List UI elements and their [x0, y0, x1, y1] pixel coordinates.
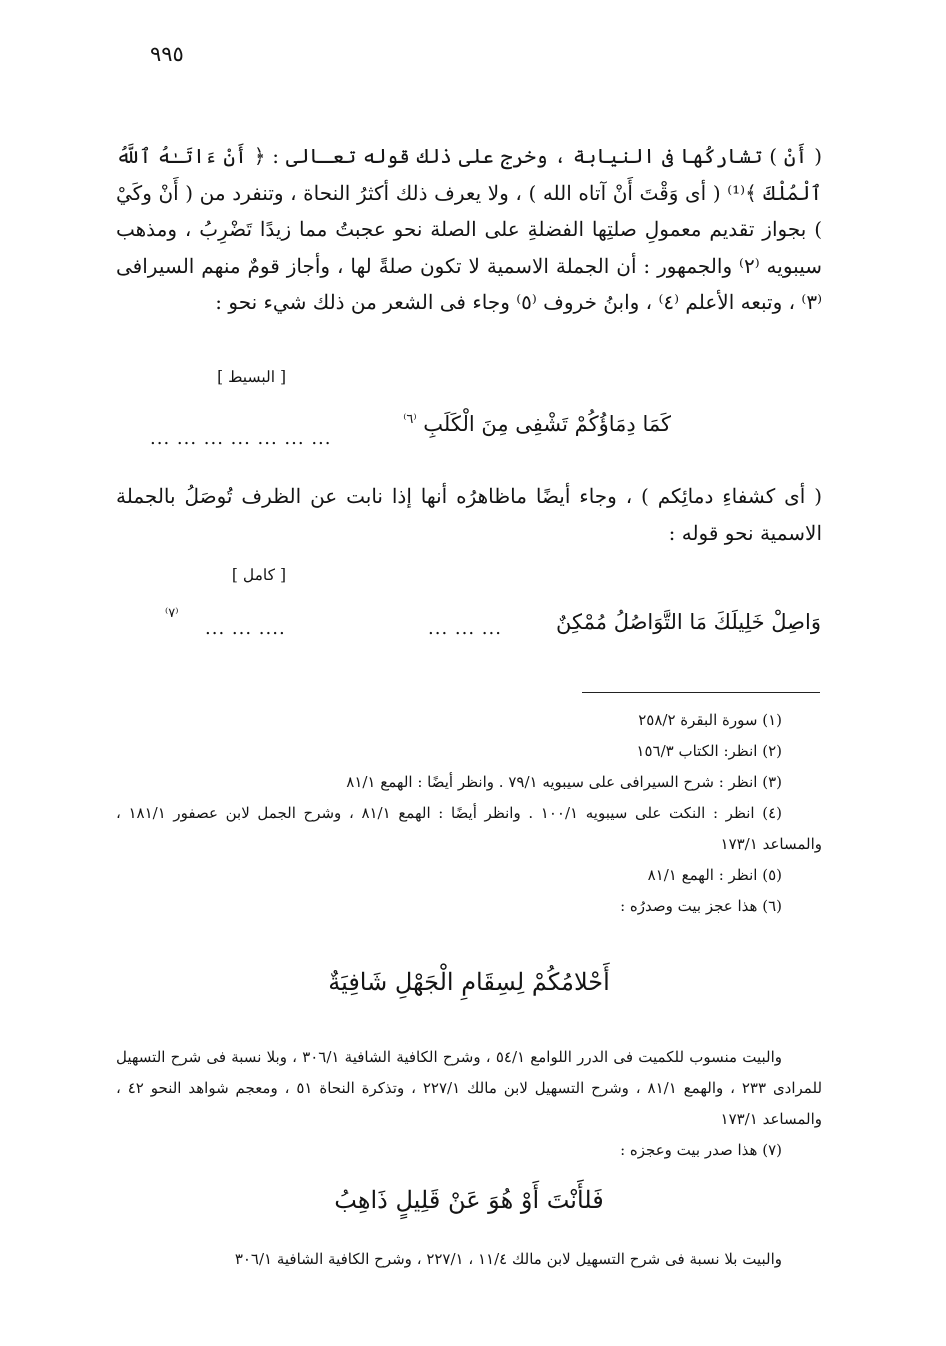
footnote-6-note: والبيت منسوب للكميت فى الدرر اللوامع ٥٤/١ ، وشرح الكافية الشافية ٣٠٦/١ ، وبلا نسبة فى شرح التسهيل للمرادى ٢٣٣ ، والهمع ٨١/١ ، وشرح التسهيل لابن مالك ٢٢٧/١ ، وتذكرة النحاة ٥١ ، ومعجم شواهد النحو ٤٢ ، والمساعد ١٧٣/١ [116, 1048, 823, 1128]
meter-label-kamil: [ كامل ] [231, 566, 286, 584]
verse-2-ellipsis-a: ... ... ... [428, 618, 502, 639]
verse-2-ellipsis-b: ... ... .... [205, 618, 286, 639]
footnote-6: (٦) هذا عجز بيت وصدرُه : [620, 897, 782, 915]
footnote-6-verse: أَحْلامُكُمْ لِسِقَامِ الْجَهْلِ شَافِيَةٌ [328, 968, 610, 996]
paragraph-1: ( أَنْ ) تشاركُها فى النيابة ، وخرج على ذلك قوله تعـالى : ﴿ أَنْ ءَاتَـٰهُ ٱللَّهُ ٱلْمُلْكَ ﴾⁽¹⁾ ( أى وَقْتَ أَنْ آتاه الله ) ، ولا يعرف ذلك أكثرُ النحاة ، وتنفرد من ( أَنْ وكَيْ ) بجواز تقديم معمولِ صلتِها الفضلةِ على الصلة نحو عجبتُ مما زيدًا تَضْرِبُ ، ومذهب سيبويه ⁽٢⁾ والجمهور : أن الجملة الاسمية لا تكون صلةً لها ، وأجاز قومٌ منهم السيرافى ⁽٣⁾ ، وتبعه الأعلم ⁽٤⁾ ، وابنُ خروف ⁽٥⁾ وجاء فى الشعر من ذلك شيء نحو : [116, 144, 822, 314]
footnotes-block-3 [116, 1244, 822, 1275]
main-text [116, 138, 822, 321]
verse-1-text: كَمَا دِمَاؤُكُمْ تَشْفِى مِنَ الْكَلَبِ [423, 412, 671, 436]
verse-1-footnote-ref: ⁽٦⁾ [403, 412, 417, 427]
footnote-7-note: والبيت بلا نسبة فى شرح التسهيل لابن مالك ١١/٤ ، ٢٢٧/١ ، وشرح الكافية الشافية ٣٠٦/١ [234, 1250, 782, 1268]
footnote-1: (١) سورة البقرة ٢٥٨/٢ [638, 711, 782, 729]
verse-2-footnote-ref: ⁽٧⁾ [165, 606, 179, 621]
meter-label-basit: [ البسيط ] [217, 368, 286, 386]
footnote-7: (٧) هذا صدر بيت وعجزه : [620, 1141, 782, 1159]
footnote-3: (٣) انظر : شرح السيرافى على سيبويه ٧٩/١ . وانظر أيضًا : الهمع ٨١/١ [346, 773, 782, 791]
verse-1-ellipsis: ... ... ... ... ... ... ... [150, 428, 332, 449]
footnote-4: (٤) انظر : النكت على سيبويه ١٠٠/١ . وانظر أيضًا : الهمع ٨١/١ ، وشرح الجمل لابن عصفور ١٨١/١ ، والمساعد ١٧٣/١ [116, 804, 822, 853]
footnotes-block-2 [116, 1042, 822, 1166]
verse-1-hemistich [403, 412, 671, 436]
main-text-2 [116, 478, 822, 551]
footnote-2: (٢) انظر: الكتاب ١٥٦/٣ [636, 742, 782, 760]
verse-2-hemistich: وَاصِلْ خَلِيلَكَ مَا التَّوَاصُلُ مُمْكِنٌ [556, 610, 821, 634]
page-number: ٩٩٥ [150, 42, 184, 66]
paragraph-2: ( أى كشفاءِ دمائِكم ) ، وجاء أيضًا ماظاهرُه أنها إذا نابت عن الظرف تُوصَلُ بالجملة الاسمية نحو قوله : [116, 484, 822, 545]
footnotes-block-1 [116, 705, 822, 922]
footnote-7-verse: فَلأَنْتَ أَوْ هُوَ عَنْ قَلِيلٍ ذَاهِبُ [334, 1186, 604, 1214]
footnote-separator [582, 692, 820, 693]
footnote-5: (٥) انظر : الهمع ٨١/١ [647, 866, 782, 884]
